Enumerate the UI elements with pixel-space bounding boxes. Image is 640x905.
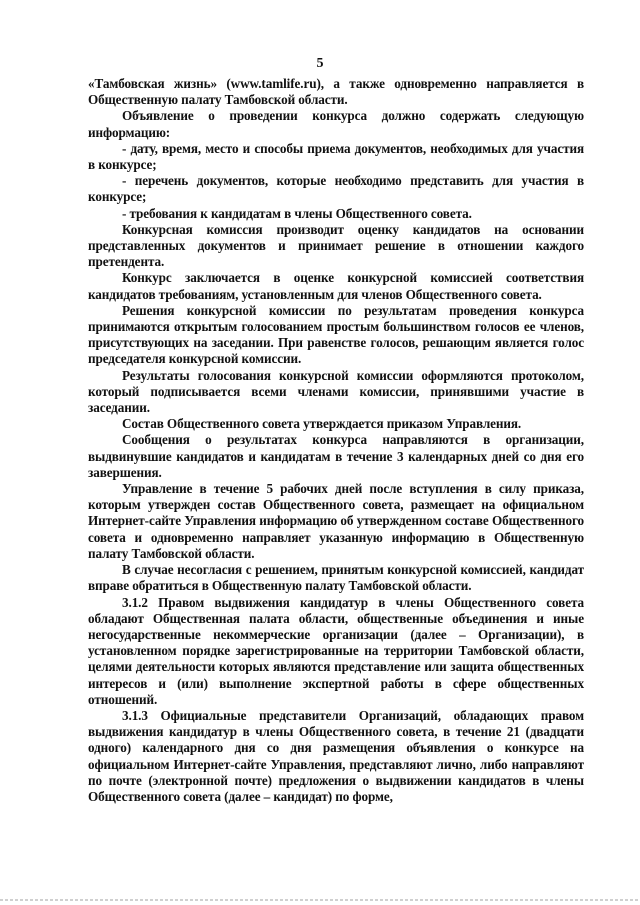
paragraph-10: В случае несогласия с решением, принятым конкурсной комиссией, кандидат вправе обратиться в Общественную палату Тамбовской области. xyxy=(88,562,584,594)
clause-3-1-2: 3.1.2 Правом выдвижения кандидатур в члены Общественного совета обладают Общественная палата области, общественные объединения и иные негосударственные некоммерческие организации (далее – Организации), в установленном порядке зарегистрированные на территории Тамбовской области, целями деятельности которых являются представление или защита общественных интересов и (или) выполнение экспертной работы в сфере общественных отношений. xyxy=(88,594,584,707)
paragraph-4: Конкурс заключается в оценке конкурсной комиссией соответствия кандидатов требованиям, установленным для членов Общественного совета. xyxy=(88,270,584,302)
paragraph-8: Сообщения о результатах конкурса направляются в организации, выдвинувшие кандидатов и кандидатам в течение 3 календарных дней со дня его завершения. xyxy=(88,432,584,480)
scan-edge-artifact xyxy=(0,899,640,901)
list-item-2: - перечень документов, которые необходимо представить для участия в конкурсе; xyxy=(88,173,584,205)
paragraph-3: Конкурсная комиссия производит оценку кандидатов на основании представленных документов и принимает решение в отношении каждого претендента. xyxy=(88,221,584,270)
paragraph-1: «Тамбовская жизнь» (www.tamlife.ru), а также одновременно направляется в Общественную палату Тамбовской области. xyxy=(88,76,584,108)
paragraph-2: Объявление о проведении конкурса должно содержать следующую информацию: xyxy=(88,108,584,140)
paragraph-5: Решения конкурсной комиссии по результатам проведения конкурса принимаются открытым голосованием простым большинством голосов ее членов, присутствующих на заседании. При равенстве голосов, решающим является голос председателя конкурсной комиссии. xyxy=(88,302,584,367)
list-item-1: - дату, время, место и способы приема документов, необходимых для участия в конкурсе; xyxy=(88,140,584,173)
list-item-3: - требования к кандидатам в члены Общественного совета. xyxy=(122,205,472,221)
paragraph-7: Состав Общественного совета утверждается приказом Управления. xyxy=(122,416,522,432)
clause-3-1-3: 3.1.3 Официальные представители Организаций, обладающих правом выдвижения кандидатур в члены Общественного совета, в течение 21 (двадцати одного) календарного дня со дня размещения объявления о конкурсе на официальном Интернет-сайте Управления, представляют лично, либо направляют по почте (электронной почте) предложения о выдвижении кандидатов в члены Общественного совета (далее – кандидат) по форме, xyxy=(88,707,584,804)
document-body xyxy=(88,76,584,805)
page-number: 5 xyxy=(316,56,324,71)
paragraph-6: Результаты голосования конкурсной комиссии оформляются протоколом, который подписывается всеми членами комиссии, принявшими участие в заседании. xyxy=(88,367,584,416)
paragraph-9: Управление в течение 5 рабочих дней после вступления в силу приказа, которым утвержден состав Общественного совета, размещает на официальном Интернет-сайте Управления информацию об утвержденном составе Общественного совета и одновременно направляет указанную информацию в Общественную палату Тамбовской области. xyxy=(88,481,584,561)
